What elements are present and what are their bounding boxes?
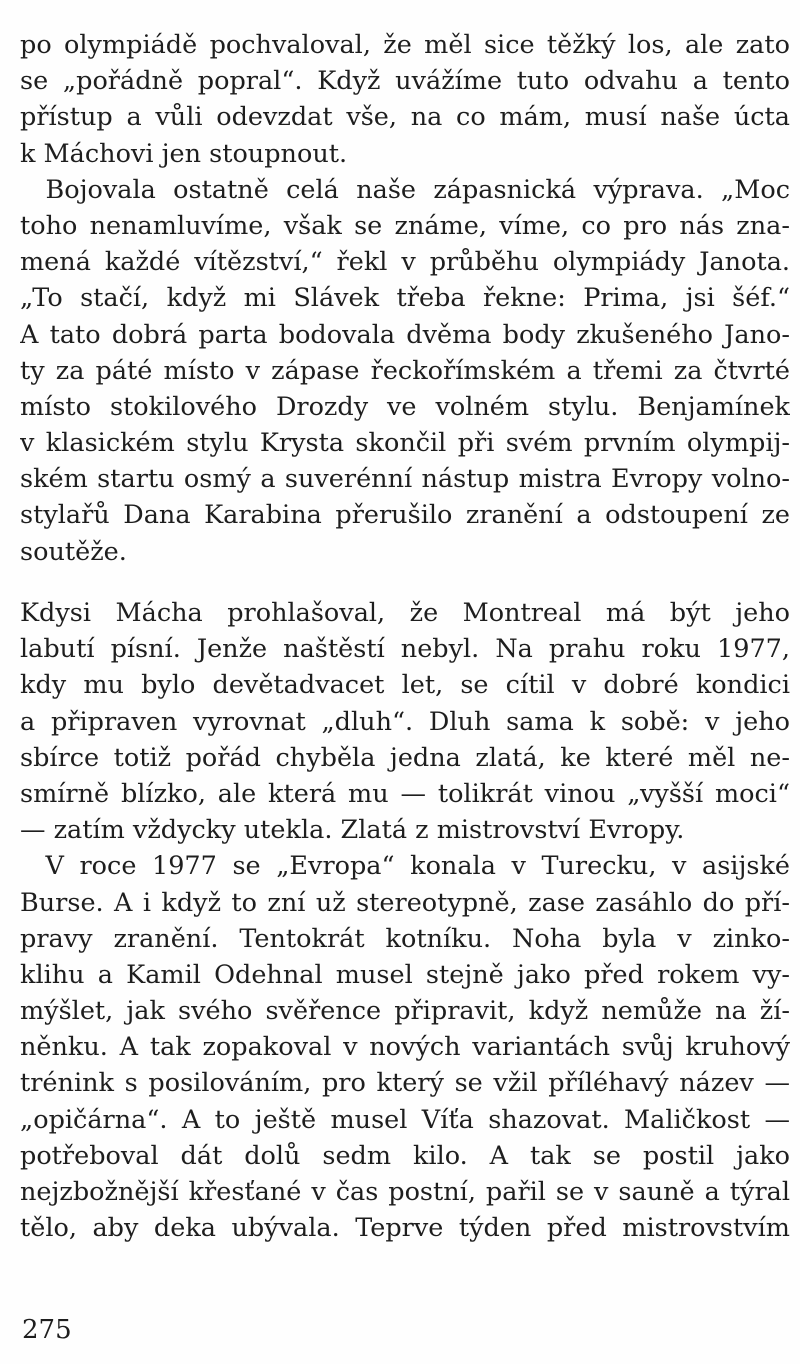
text-line: „opičárna“. A to ještě musel Víťa shazovat. Maličkost — [20, 1104, 790, 1135]
text-line: Kdysi Mácha prohlašoval, že Montreal má být jeho [20, 598, 790, 628]
text-line: toho nenamluvíme, však se známe, víme, co pro nás zna- [20, 210, 790, 241]
text-line: ském startu osmý a suverénní nástup mistra Evropy volno- [20, 464, 790, 495]
text-line: se „pořádně popral“. Když uvážíme tuto odvahu a tento [20, 66, 790, 97]
text-line: Bojovala ostatně celá naše zápasnická výprava. „Moc [20, 174, 790, 205]
text-line: pravy zranění. Tentokrát kotníku. Noha byla v zinko- [20, 923, 790, 954]
text-line: tělo, aby deka ubývala. Teprve týden před mistrovstvím [20, 1213, 790, 1244]
text-line: V roce 1977 se „Evropa“ konala v Turecku, v asijské [20, 851, 790, 882]
page-number: 275 [22, 1315, 72, 1345]
text-line: stylařů Dana Karabina přerušilo zranění a odstoupení ze [20, 500, 790, 531]
text-line: sbírce totiž pořád chyběla jedna zlatá, ke které měl ne- [20, 742, 790, 773]
text-line: k Máchovi jen stoupnout. [20, 138, 348, 169]
text-line: „To stačí, když mi Slávek třeba řekne: Prima, jsi šéf.“ [20, 283, 790, 314]
text-line: potřeboval dát dolů sedm kilo. A tak se postil jako [20, 1140, 790, 1171]
text-line: soutěže. [20, 536, 127, 567]
text-section-1 [20, 27, 790, 570]
text-line: ty za páté místo v zápase řeckořímském a třemi za čtvrté [20, 355, 790, 386]
text-line: labutí písní. Jenže naštěstí nebyl. Na prahu roku 1977, [20, 634, 790, 665]
text-line: A tato dobrá parta bodovala dvěma body zkušeného Jano- [20, 319, 790, 350]
text-line: v klasickém stylu Krysta skončil při svém prvním olympij- [20, 428, 790, 459]
text-line: místo stokilového Drozdy ve volném stylu. Benjamínek [20, 391, 790, 422]
text-line: a připraven vyrovnat „dluh“. Dluh sama k sobě: v jeho [20, 706, 790, 737]
text-line: klihu a Kamil Odehnal musel stejně jako před rokem vy- [20, 959, 790, 990]
text-line: něnku. A tak zopakoval v nových variantách svůj kruhový [20, 1032, 790, 1063]
text-line: Burse. A i když to zní už stereotypně, zase zasáhlo do pří- [20, 887, 790, 918]
text-line: smírně blízko, ale která mu — tolikrát vinou „vyšší moci“ [20, 778, 790, 809]
text-line: kdy mu bylo devětadvacet let, se cítil v dobré kondici [20, 670, 790, 701]
text-line: mená každé vítězství,“ řekl v průběhu olympiády Janota. [20, 247, 790, 278]
text-section-2 [20, 595, 790, 1246]
text-line: mýšlet, jak svého svěřence připravit, když nemůže na ží- [20, 996, 790, 1027]
text-line: trénink s posilováním, pro který se vžil příléhavý název — [20, 1068, 790, 1099]
text-line: přístup a vůli odevzdat vše, na co mám, musí naše úcta [20, 102, 790, 133]
text-line: nejzbožnější křesťané v čas postní, pařil se v sauně a týral [20, 1177, 790, 1207]
text-line: po olympiádě pochvaloval, že měl sice těžký los, ale zato [20, 30, 790, 60]
text-line: — zatím vždycky utekla. Zlatá z mistrovství Evropy. [20, 815, 685, 846]
